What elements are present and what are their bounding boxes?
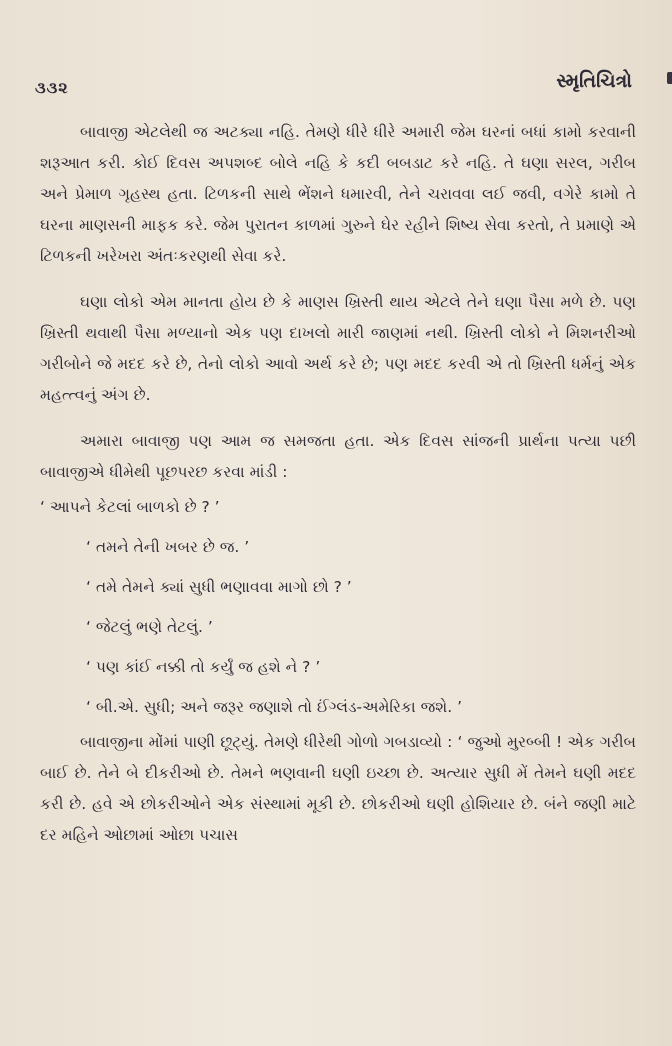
paragraph-1: બાવાજી એટલેથી જ અટક્યા નહિ. તેમણે ધીરે ધીરે અમારી જેમ ઘરનાં બધાં કામો કરવાની શરૂઆત કરી. કોઈ દિવસ અપશબ્દ બોલે નહિ કે કદી બબડાટ કરે નહિ. તે ઘણા સરલ, ગરીબ અને પ્રેમાળ ગૃહસ્થ હતા. ટિળકની સાથે ભેંશને ધમારવી, તેને ચરાવવા લઈ જવી, વગેરે કામો તે ઘરના માણસની માફક કરે. જેમ પુરાતન કાળમાં ગુરુને ઘેર રહીને શિષ્ય સેવા કરતો, તે પ્રમાણે એ ટિળકની ખરેખરા અંતઃકરણથી સેવા કરે.: [40, 123, 636, 265]
dialogue-line: ‘ બી.એ. સુધી; અને જરૂર જણાશે તો ઈંગ્લંડ-અમેરિકા જશે. ’: [86, 698, 462, 716]
running-title: સ્મૃતિચિત્રો: [556, 70, 632, 92]
page-number: ૩૩૨: [35, 78, 69, 97]
paragraph-3: અમારા બાવાજી પણ આમ જ સમજતા હતા. એક દિવસ સાંજની પ્રાર્થના પત્યા પછી બાવાજીએ ધીમેથી પૂછપરછ કરવા માંડી :: [40, 432, 636, 481]
dialogue-line: ‘ તમને તેની ખબર છે જ. ’: [86, 538, 250, 556]
closing-paragraph: બાવાજીના મોંમાં પાણી છૂટ્યું. તેમણે ધીરેથી ગોળો ગબડાવ્યો : ‘ જુઓ મુરબ્બી ! એક ગરીબ બાઈ છે. તેને બે દીકરીઓ છે. તેમને ભણવાની ઘણી ઇચ્છા છે. અત્યાર સુધી મેં તેમને ઘણી મદદ કરી છે. હવે એ છોકરીઓને એક સંસ્થામાં મૂકી છે. છોકરીઓ ઘણી હોશિયાર છે. બંને જણી માટે દર મહિને ઓછામાં ઓછા પચાસ: [40, 733, 636, 844]
dialogue-line: ‘ તમે તેમને ક્યાં સુધી ભણાવવા માગો છો ? ’: [86, 578, 352, 596]
page-header: [0, 0, 672, 110]
paragraph-2: ઘણા લોકો એમ માનતા હોય છે કે માણસ ખ્રિસ્તી થાય એટલે તેને ઘણા પૈસા મળે છે. પણ ખ્રિસ્તી થવાથી પૈસા મળ્યાનો એક પણ દાખલો મારી જાણમાં નથી. ખ્રિસ્તી લોકો ને મિશનરીઓ ગરીબોને જે મદદ કરે છે, તેનો લોકો આવો અર્થ કરે છે; પણ મદદ કરવી એ તો ખ્રિસ્તી ધર્મનું એક મહત્ત્વનું અંગ છે.: [40, 293, 636, 404]
dialogue: [40, 487, 636, 727]
dialogue-line: ‘ જેટલું ભણે તેટલું. ’: [86, 618, 213, 636]
dialogue-line: ‘ પણ કાંઈ નક્કી તો કર્યું જ હશે ને ? ’: [86, 658, 321, 676]
dialogue-line: ‘ આપને કેટલાં બાળકો છે ? ’: [40, 498, 220, 516]
page-body: [40, 117, 636, 851]
